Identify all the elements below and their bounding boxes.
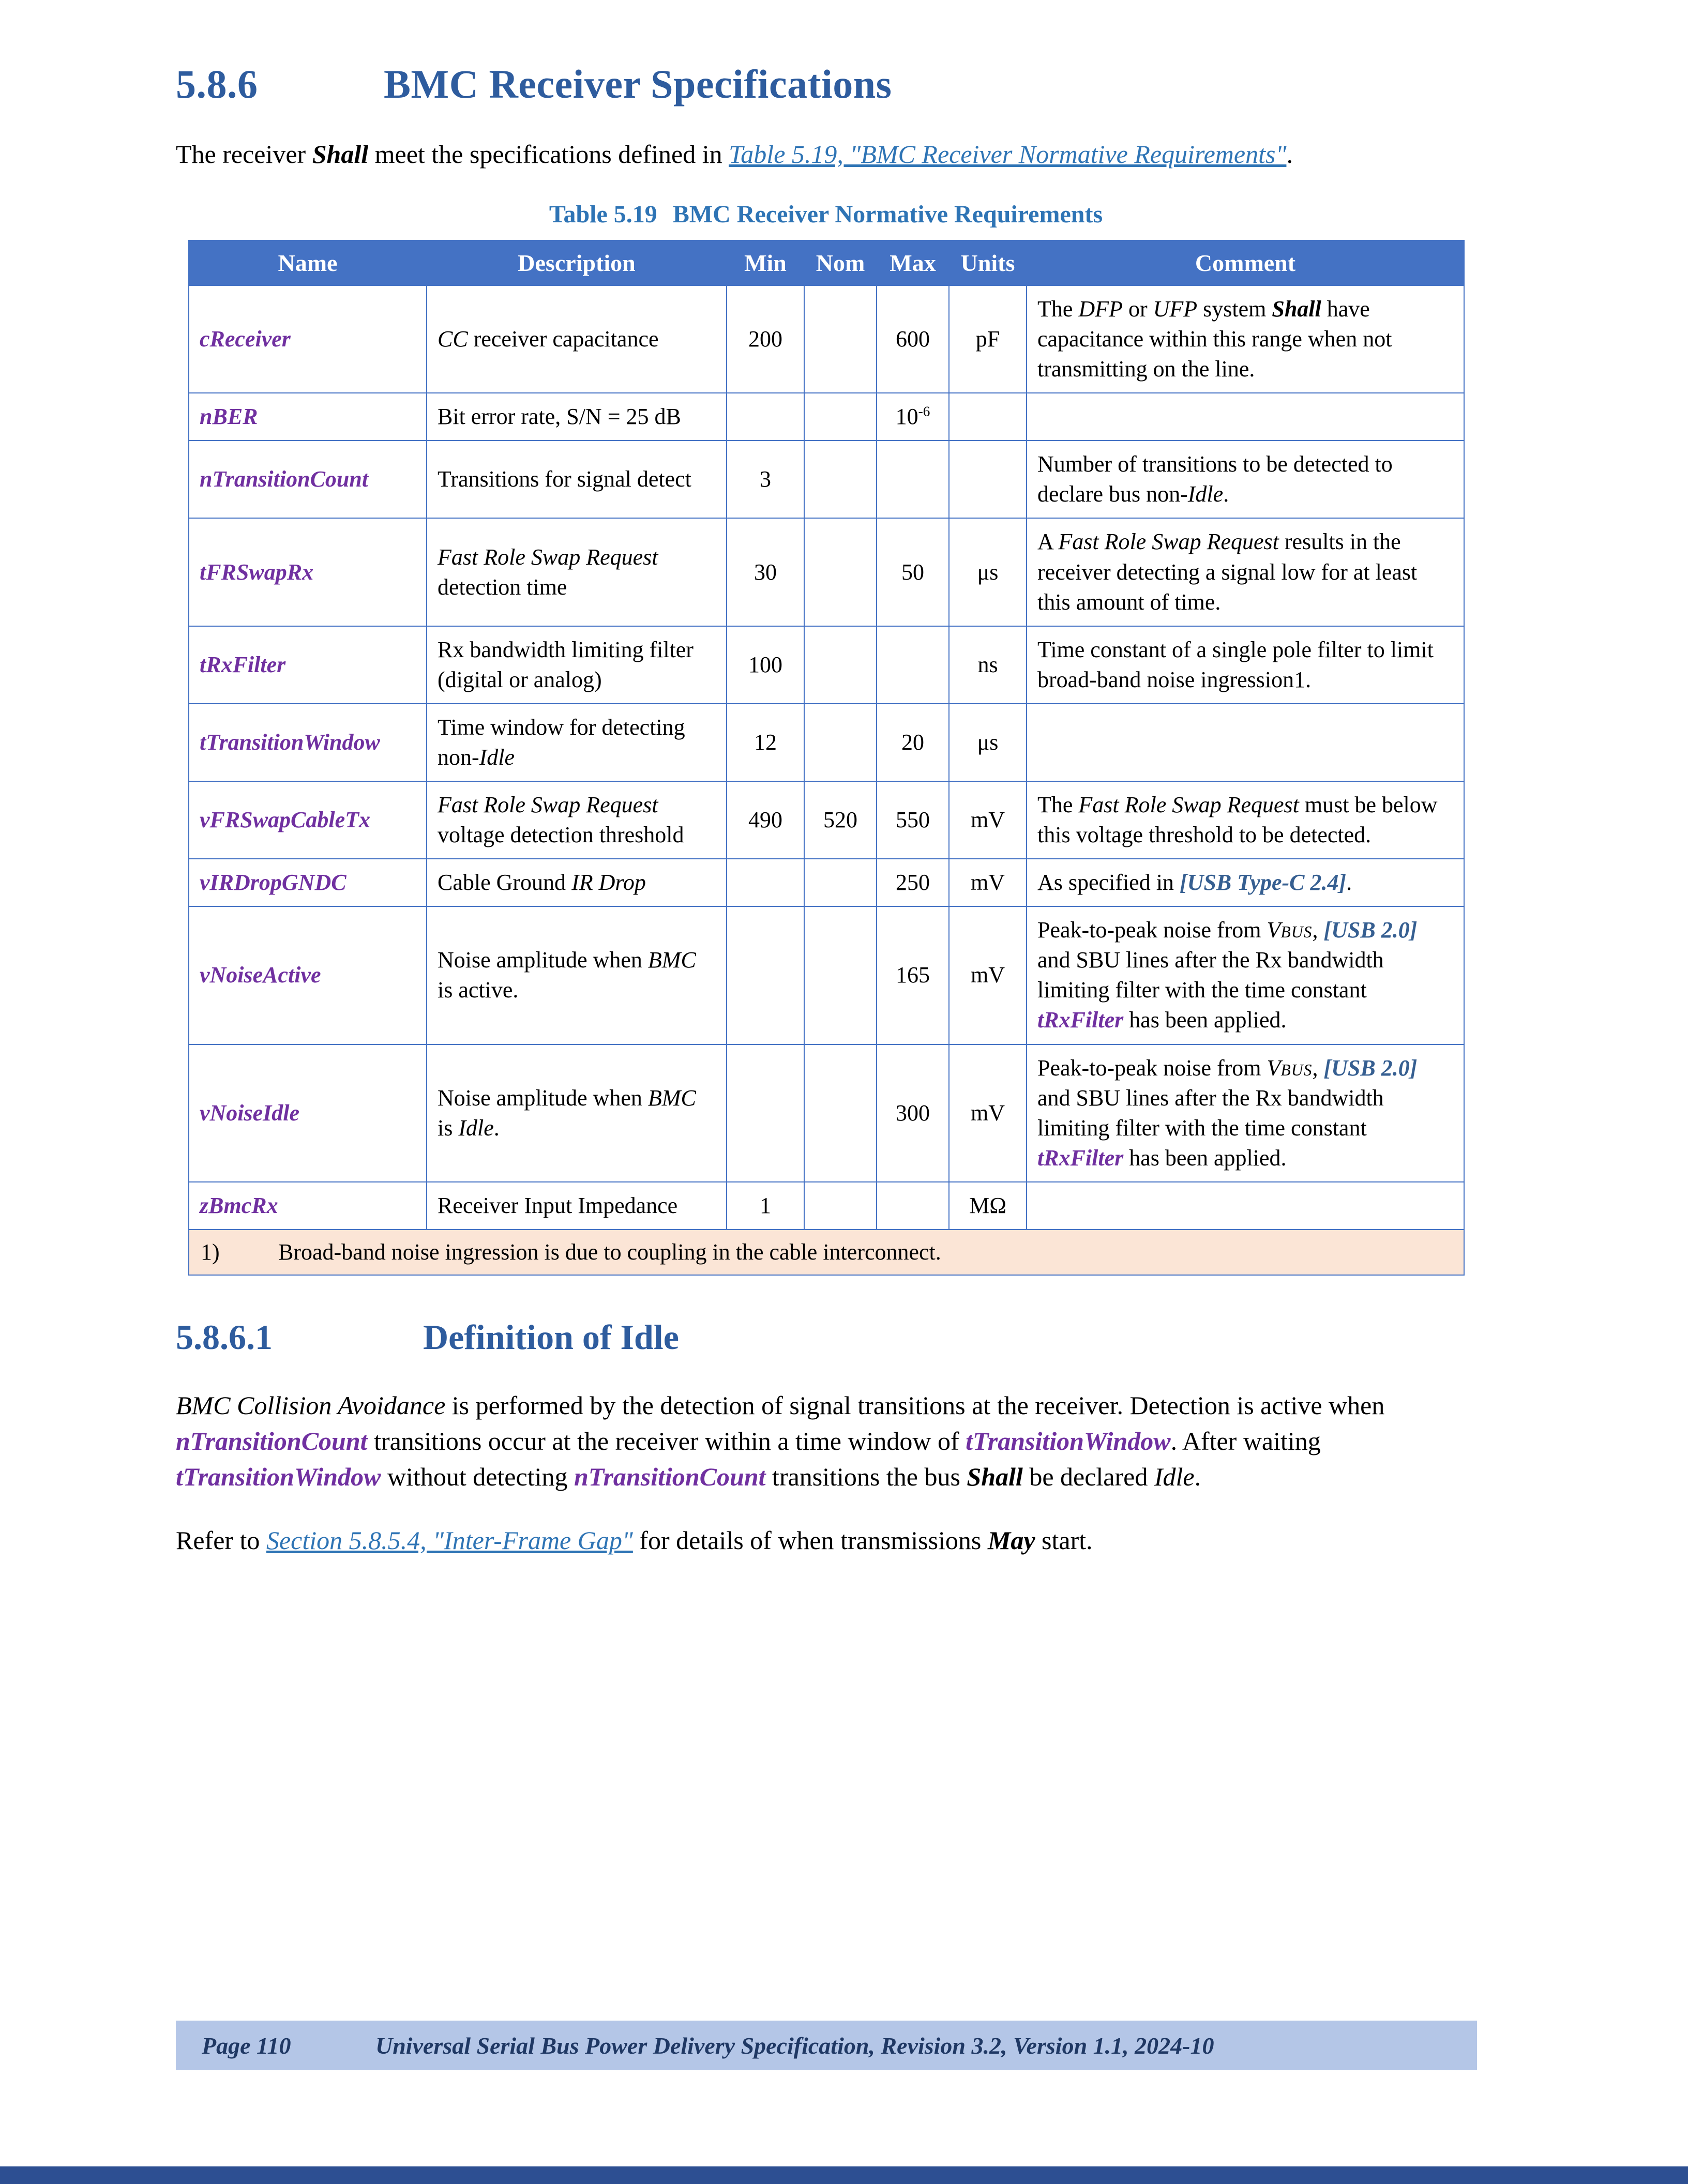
table-caption-title: BMC Receiver Normative Requirements xyxy=(672,201,1103,228)
column-header-description: Description xyxy=(427,240,727,285)
column-header-min: Min xyxy=(727,240,804,285)
page-content xyxy=(176,61,1469,1586)
cell-min xyxy=(727,393,804,441)
cell-param-name: cReceiver xyxy=(189,285,427,393)
cell-param-name: tFRSwapRx xyxy=(189,518,427,626)
cell-min: 30 xyxy=(727,518,804,626)
cell-comment: The DFP or UFP system Shall have capacitance within this range when not transmitting on the line. xyxy=(1027,285,1464,393)
column-header-name: Name xyxy=(189,240,427,285)
table-row-ntransitioncount xyxy=(189,441,1464,518)
cell-comment: The Fast Role Swap Request must be below this voltage threshold to be detected. xyxy=(1027,781,1464,859)
cell-nom xyxy=(804,704,877,781)
cell-nom xyxy=(804,441,877,518)
cell-description: Bit error rate, S/N = 25 dB xyxy=(427,393,727,441)
cell-comment: Peak-to-peak noise from VBUS, [USB 2.0] and SBU lines after the Rx bandwidth limiting filter with the time constant tRxFilter has been applied. xyxy=(1027,1044,1464,1182)
column-header-units: Units xyxy=(949,240,1027,285)
cell-min: 200 xyxy=(727,285,804,393)
table-row-virdropgndc xyxy=(189,859,1464,906)
cell-description: Time window for detecting non-Idle xyxy=(427,704,727,781)
cell-units: μs xyxy=(949,704,1027,781)
table-caption xyxy=(188,200,1464,229)
cell-param-name: vIRDropGNDC xyxy=(189,859,427,906)
table-footnote xyxy=(189,1230,1464,1275)
idle-definition-paragraph: BMC Collision Avoidance is performed by the detection of signal transitions at the receiver. Detection is active when nTransitionCount transitions occur at the receiver within a time window of tTransitionWindow. After waiting tTransitionWindow without detecting nTransitionCount transitions the bus Shall be declared Idle. xyxy=(176,1391,1385,1492)
table-row-vnoiseactive xyxy=(189,906,1464,1044)
subsection-heading xyxy=(176,1317,1469,1358)
cell-description: Transitions for signal detect xyxy=(427,441,727,518)
cell-comment xyxy=(1027,1182,1464,1230)
cell-units xyxy=(949,393,1027,441)
cell-max: 300 xyxy=(877,1044,949,1182)
cell-param-name: vNoiseIdle xyxy=(189,1044,427,1182)
cell-max xyxy=(877,626,949,704)
table-row-nber xyxy=(189,393,1464,441)
cross-reference-link[interactable]: Section 5.8.5.4, "Inter-Frame Gap" xyxy=(266,1526,633,1555)
table-footnote-row xyxy=(189,1230,1464,1275)
cell-min: 490 xyxy=(727,781,804,859)
cell-nom xyxy=(804,1044,877,1182)
cell-units xyxy=(949,441,1027,518)
cell-units: mV xyxy=(949,906,1027,1044)
section-heading xyxy=(176,61,1469,108)
section-number: 5.8.6 xyxy=(176,62,258,107)
cell-nom xyxy=(804,626,877,704)
cell-nom: 520 xyxy=(804,781,877,859)
cell-max xyxy=(877,441,949,518)
cell-units: mV xyxy=(949,859,1027,906)
cell-min xyxy=(727,1044,804,1182)
cell-min: 1 xyxy=(727,1182,804,1230)
cell-min: 12 xyxy=(727,704,804,781)
cell-units: pF xyxy=(949,285,1027,393)
cell-units: μs xyxy=(949,518,1027,626)
column-header-nom: Nom xyxy=(804,240,877,285)
cell-nom xyxy=(804,906,877,1044)
cell-nom xyxy=(804,518,877,626)
subsection-title: Definition of Idle xyxy=(423,1317,679,1357)
cell-units: MΩ xyxy=(949,1182,1027,1230)
footnote-text: Broad-band noise ingression is due to coupling in the cable interconnect. xyxy=(278,1239,941,1265)
refer-paragraph: Refer to Section 5.8.5.4, "Inter-Frame Gap" for details of when transmissions May start. xyxy=(176,1526,1093,1555)
cell-max: 250 xyxy=(877,859,949,906)
cell-description: Noise amplitude when BMC is active. xyxy=(427,906,727,1044)
bmc-receiver-requirements-table xyxy=(188,240,1465,1276)
cell-max: $10^{-6}$ xyxy=(877,393,949,441)
cell-comment: Time constant of a single pole filter to limit broad-band noise ingression1. xyxy=(1027,626,1464,704)
cell-comment: Peak-to-peak noise from VBUS, [USB 2.0] and SBU lines after the Rx bandwidth limiting filter with the time constant tRxFilter has been applied. xyxy=(1027,906,1464,1044)
intro-paragraph: The receiver Shall meet the specifications defined in Table 5.19, "BMC Receiver Normative Requirements". xyxy=(176,140,1293,169)
cell-nom xyxy=(804,393,877,441)
cell-param-name: zBmcRx xyxy=(189,1182,427,1230)
column-header-comment: Comment xyxy=(1027,240,1464,285)
cell-max: 165 xyxy=(877,906,949,1044)
table-row-ttransitionwindow xyxy=(189,704,1464,781)
cell-max xyxy=(877,1182,949,1230)
table-row-trxfilter xyxy=(189,626,1464,704)
cell-units: mV xyxy=(949,781,1027,859)
cell-description: Rx bandwidth limiting filter (digital or analog) xyxy=(427,626,727,704)
subsection-number: 5.8.6.1 xyxy=(176,1317,273,1357)
cell-param-name: tTransitionWindow xyxy=(189,704,427,781)
cell-description: CC receiver capacitance xyxy=(427,285,727,393)
cell-units: mV xyxy=(949,1044,1027,1182)
cell-nom xyxy=(804,1182,877,1230)
cell-param-name: tRxFilter xyxy=(189,626,427,704)
cell-max: 600 xyxy=(877,285,949,393)
table-caption-number: Table 5.19 xyxy=(549,201,657,228)
cell-min: 100 xyxy=(727,626,804,704)
cell-units: ns xyxy=(949,626,1027,704)
cell-param-name: vNoiseActive xyxy=(189,906,427,1044)
table-row-vfrswapcabletx xyxy=(189,781,1464,859)
cell-min: 3 xyxy=(727,441,804,518)
cell-max: 20 xyxy=(877,704,949,781)
table-header-row xyxy=(189,240,1464,285)
cell-nom xyxy=(804,859,877,906)
footer-document-title: Universal Serial Bus Power Delivery Specification, Revision 3.2, Version 1.1, 2024-10 xyxy=(375,2032,1214,2059)
table-row-tfrswaprx xyxy=(189,518,1464,626)
cross-reference-link[interactable]: Table 5.19, "BMC Receiver Normative Requirements" xyxy=(729,140,1287,169)
cell-comment xyxy=(1027,393,1464,441)
cell-max: 550 xyxy=(877,781,949,859)
cell-min xyxy=(727,859,804,906)
cell-description: Noise amplitude when BMC is Idle. xyxy=(427,1044,727,1182)
cell-description: Fast Role Swap Request voltage detection threshold xyxy=(427,781,727,859)
page-bottom-bar xyxy=(0,2166,1688,2184)
cell-min xyxy=(727,906,804,1044)
cell-comment: A Fast Role Swap Request results in the receiver detecting a signal low for at least this amount of time. xyxy=(1027,518,1464,626)
cell-description: Receiver Input Impedance xyxy=(427,1182,727,1230)
cell-param-name: nBER xyxy=(189,393,427,441)
cell-comment: As specified in [USB Type-C 2.4]. xyxy=(1027,859,1464,906)
cell-comment: Number of transitions to be detected to declare bus non-Idle. xyxy=(1027,441,1464,518)
column-header-max: Max xyxy=(877,240,949,285)
page-footer xyxy=(176,2021,1477,2070)
cell-param-name: nTransitionCount xyxy=(189,441,427,518)
cell-comment xyxy=(1027,704,1464,781)
cell-nom xyxy=(804,285,877,393)
table-row-vnoiseidle xyxy=(189,1044,1464,1182)
footnote-marker: 1) xyxy=(201,1239,220,1265)
footer-page-number: Page 110 xyxy=(202,2032,291,2059)
cell-param-name: vFRSwapCableTx xyxy=(189,781,427,859)
cell-description: Cable Ground IR Drop xyxy=(427,859,727,906)
cell-max: 50 xyxy=(877,518,949,626)
table-row-zbmcrx xyxy=(189,1182,1464,1230)
cell-description: Fast Role Swap Request detection time xyxy=(427,518,727,626)
section-title: BMC Receiver Specifications xyxy=(384,62,892,107)
table-row-creceiver xyxy=(189,285,1464,393)
